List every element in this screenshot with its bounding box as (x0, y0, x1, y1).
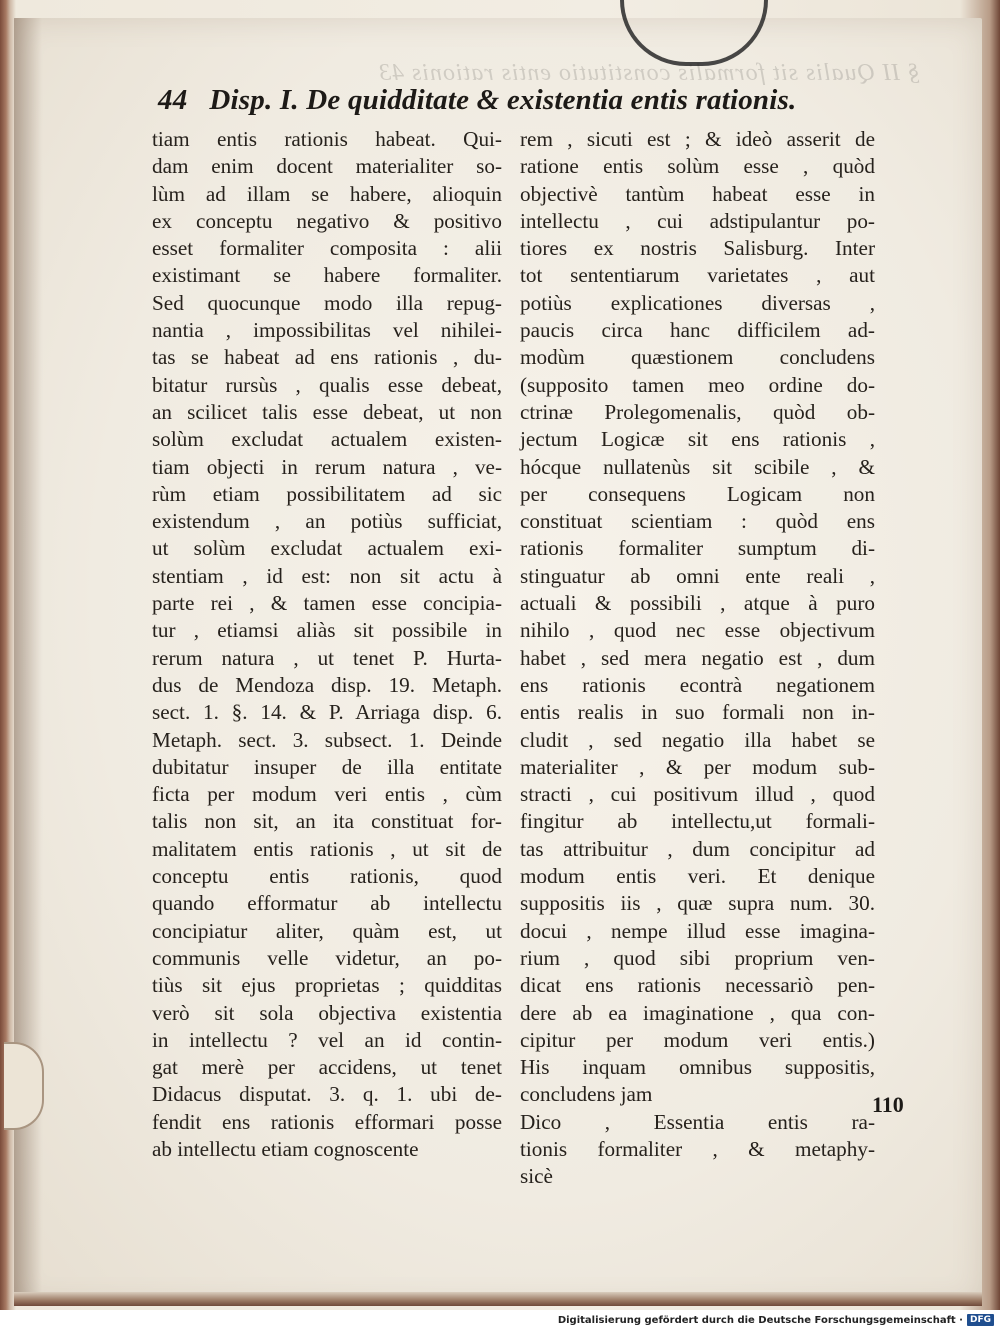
text-line: fingitur ab intellectu,ut formali- (520, 809, 875, 834)
text-line: dubitatur insuper de illa entitate (152, 754, 502, 779)
credit-text: Digitalisierung gefördert durch die Deutsche Forschungsgemeinschaft · (557, 1314, 963, 1326)
text-line: stentiam , id est: non sit actu à (152, 563, 502, 588)
text-line: dus de Mendoza disp. 19. Metaph. (152, 672, 502, 697)
text-line: habet , sed mera negatio est , dum (520, 645, 875, 670)
text-line: dicat ens rationis necessariò pen- (520, 973, 875, 998)
text-line: rerum natura , ut tenet P. Hurta- (152, 645, 502, 670)
text-line: tiam entis rationis habeat. Qui- (152, 127, 502, 151)
text-line: malitatem entis rationis , ut sit de (152, 836, 502, 861)
text-line: concipiatur aliter, quàm est, ut (152, 918, 502, 943)
text-line: existimant se habere formaliter. (152, 263, 502, 288)
text-line: fendit ens rationis efformari posse (152, 1109, 502, 1134)
text-line: actuali & possibili , atque à puro (520, 591, 875, 616)
text-line: (supposito tamen meo ordine do- (520, 372, 875, 397)
text-line: ratione entis solùm esse , quòd (520, 154, 875, 179)
text-line: jectum Logicæ sit ens rationis , (520, 427, 875, 452)
text-line: paucis circa hanc difficilem ad- (520, 318, 875, 343)
text-line: modùm quæstionem concludens (520, 345, 875, 370)
text-line: nantia , impossibilitas vel nihilei- (152, 318, 502, 343)
text-line: rationis formaliter sumptum di- (520, 536, 875, 561)
text-line: hócque nullatenùs sit scibile , & (520, 454, 875, 479)
text-line: in intellectu ? vel an id contin- (152, 1027, 502, 1052)
text-line: cipitur per modum veri entis.) (520, 1027, 875, 1052)
text-line: His inquam omnibus suppositis, (520, 1055, 875, 1080)
book-bottom-edge (14, 1292, 982, 1306)
text-line: Metaph. sect. 3. subsect. 1. Deinde (152, 727, 502, 752)
text-line: objectivè tantùm habeat esse in (520, 181, 875, 206)
text-line: per consequens Logicam non (520, 481, 875, 506)
text-line: sect. 1. §. 14. & P. Arriaga disp. 6. (152, 700, 502, 725)
page-number: 44 (158, 84, 188, 116)
text-line: ens rationis econtrà negationem (520, 672, 875, 697)
text-line: tas se habeat ad ens rationis , du- (152, 345, 502, 370)
text-line: ctrinæ Prolegomenalis, quòd ob- (520, 399, 875, 424)
text-line: lùm ad illam se habere, alioquin (152, 181, 502, 206)
text-line: tiores ex nostris Salisburg. Inter (520, 236, 875, 261)
text-line: sicè (520, 1164, 553, 1189)
text-line: tot sententiarum varietates , aut (520, 263, 875, 288)
text-line: docui , nempe illud esse imagina- (520, 918, 875, 943)
text-line: ficta per modum veri entis , cùm (152, 782, 502, 807)
text-line: nihilo , quod nec esse objectivum (520, 618, 875, 643)
text-line: suppositis iis , quæ supra num. 30. (520, 891, 875, 916)
text-line: ex conceptu negativo & positivo (152, 208, 502, 233)
text-line: stracti , cui positivum illud , quod (520, 782, 875, 807)
text-line: potiùs explicationes diversas , (520, 290, 875, 315)
text-line: ut solùm excludat actualem exi- (152, 536, 502, 561)
right-text-column (520, 126, 875, 1191)
digitization-credit (558, 1313, 994, 1327)
text-line: dam enim docent materialiter so- (152, 154, 502, 179)
text-line: quando efformatur ab intellectu (152, 891, 502, 916)
text-line: Didacus disputat. 3. q. 1. ubi de- (152, 1082, 502, 1107)
text-line: gat merè per accidens, ut tenet (152, 1055, 502, 1080)
text-line: rium , quod sibi proprium ven- (520, 945, 875, 970)
text-line: dere ab ea imaginatione , qua con- (520, 1000, 875, 1025)
text-line: entis realis in suo formali non in- (520, 700, 875, 725)
text-line: Sed quocunque modo illa repug- (152, 290, 502, 315)
text-line: existendum , an potiùs sufficiat, (152, 509, 502, 534)
text-line: tas attribuitur , dum concipitur ad (520, 836, 875, 861)
running-head (158, 84, 858, 124)
text-line: rem , sicuti est ; & ideò asserit de (520, 127, 875, 151)
text-line: parte rei , & tamen esse concipia- (152, 591, 502, 616)
text-line: tionis formaliter , & metaphy- (520, 1136, 875, 1161)
text-line: verò sit sola objectiva existentia (152, 1000, 502, 1025)
text-line: ab intellectu etiam cognoscente (152, 1136, 419, 1161)
marginal-number: 110 (872, 1092, 904, 1117)
text-line: stinguatur ab omni ente reali , (520, 563, 875, 588)
text-line: bitatur rursùs , qualis esse debeat, (152, 372, 502, 397)
text-line: intellectu , cui adstipulantur po- (520, 208, 875, 233)
text-line: tiùs sit ejus proprietas ; quidditas (152, 973, 502, 998)
text-line: esset formaliter composita : alii (152, 236, 502, 261)
text-line: rùm etiam possibilitatem ad sic (152, 481, 502, 506)
dfg-logo: DFG (967, 1314, 994, 1326)
text-line: solùm excludat actualem existen- (152, 427, 502, 452)
text-line: conceptu entis rationis, quod (152, 864, 502, 889)
left-text-column (152, 126, 502, 1163)
text-line: Dico , Essentia entis ra- (520, 1109, 875, 1134)
text-line: cludit , sed negatio illa habet se (520, 727, 875, 752)
text-line: tiam objecti in rerum natura , ve- (152, 454, 502, 479)
text-line: communis velle videtur, an po- (152, 945, 502, 970)
text-line: talis non sit, an ita constituat for- (152, 809, 502, 834)
text-line: concludens jam (520, 1082, 653, 1107)
text-line: modum entis veri. Et denique (520, 864, 875, 889)
text-line: an scilicet talis esse debeat, ut non (152, 399, 502, 424)
text-line: tur , etiamsi aliàs sit possibile in (152, 618, 502, 643)
running-head-title: Disp. I. De quidditate & existentia entis rationis. (209, 84, 797, 116)
text-line: constituat scientiam : quòd ens (520, 509, 875, 534)
bleed-through-text: § II Qualis sit formalis constitutio entis rationis 43 (377, 60, 920, 86)
page-tab (4, 1042, 44, 1130)
text-line: materialiter , & per modum sub- (520, 754, 875, 779)
